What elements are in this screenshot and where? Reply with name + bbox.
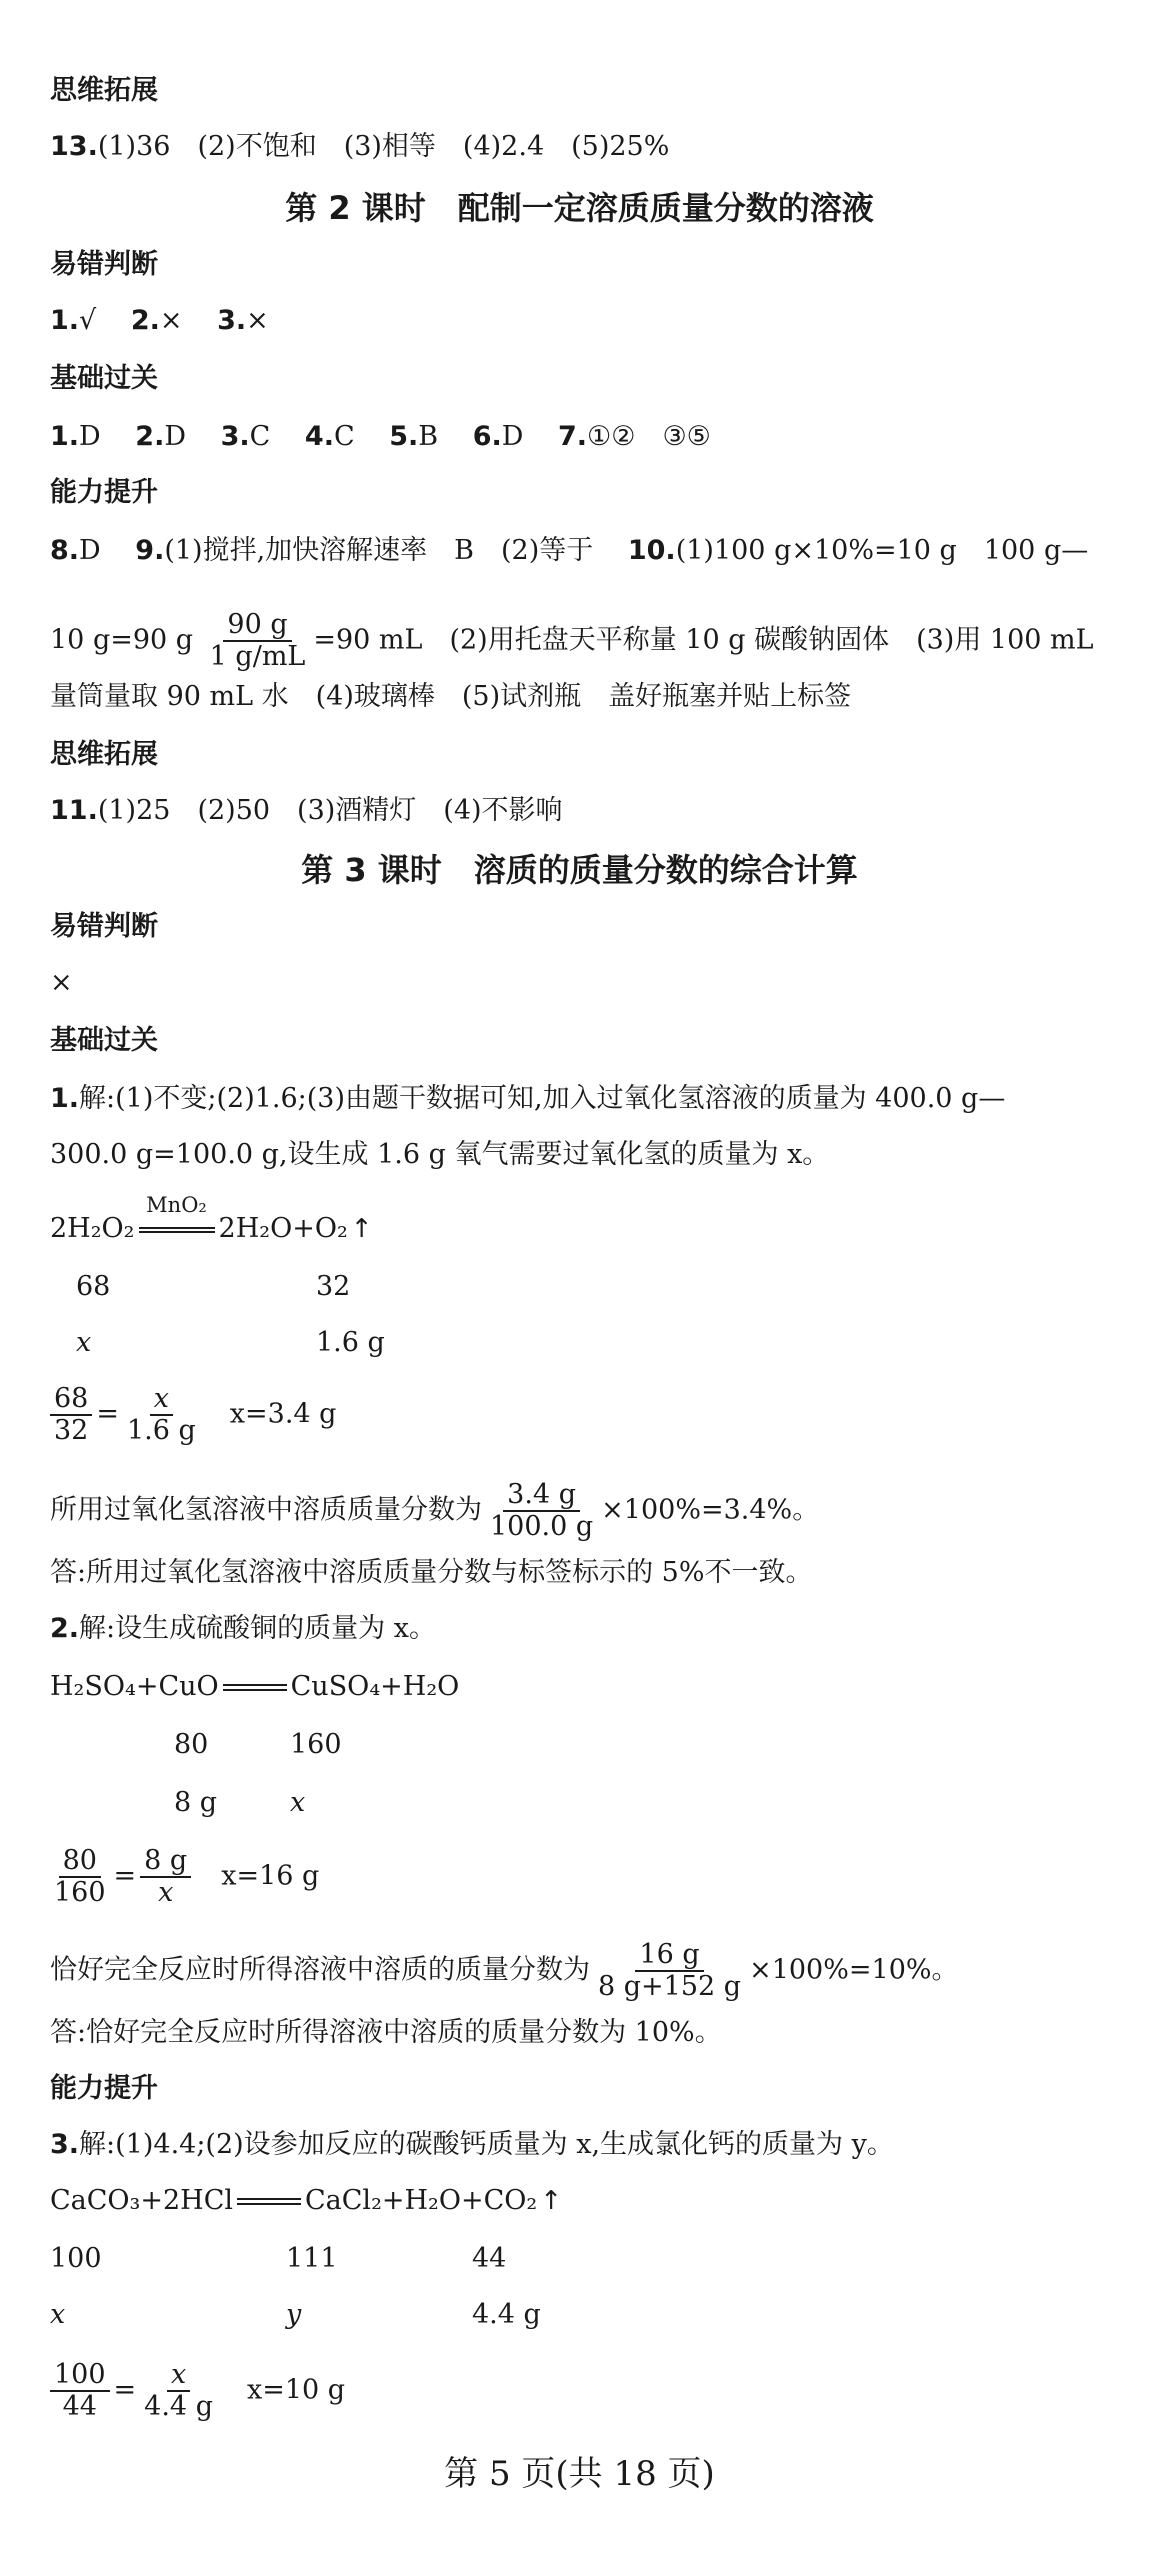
answers-q8-q10-line1 xyxy=(50,534,1119,568)
molar-mass: 32 xyxy=(316,1271,351,1302)
fraction-numerator: 68 xyxy=(50,1384,92,1416)
chemical-equation-2 xyxy=(50,1670,1119,1704)
answer-value: × xyxy=(246,305,269,336)
fraction-numerator: x xyxy=(150,1384,173,1416)
result: x=10 g xyxy=(246,2374,346,2406)
gas-arrow-icon: ↑ xyxy=(350,1214,373,1244)
answer-text: =90 mL (2)用托盘天平称量 10 g 碳酸钠固体 (3)用 100 mL xyxy=(313,624,1094,656)
answer-q2-line1 xyxy=(50,1612,1119,1646)
molar-mass: 68 xyxy=(76,1271,111,1302)
answer-text: (1)36 (2)不饱和 (3)相等 (4)2.4 (5)25% xyxy=(97,131,670,162)
fraction-denominator: 160 xyxy=(54,1877,106,1908)
question-number: 10. xyxy=(627,535,676,566)
fraction xyxy=(206,610,310,672)
question-number: 11. xyxy=(50,795,98,826)
answer-q11 xyxy=(50,794,1119,828)
lesson-title: 第 2 课时 配制一定溶质质量分数的溶液 xyxy=(285,189,874,227)
error-judgment-answers xyxy=(50,304,1119,338)
result: x=16 g xyxy=(221,1860,320,1892)
molar-mass: 111 xyxy=(286,2243,338,2274)
question-number: 1. xyxy=(50,1083,80,1114)
fraction xyxy=(140,1846,191,1908)
answer-text: (1)25 (2)50 (3)酒精灯 (4)不影响 xyxy=(97,795,563,826)
known-mass: 4.4 g xyxy=(472,2299,541,2330)
section-heading-ability: 能力提升 xyxy=(50,2073,158,2104)
answer-text: 解:设生成硫酸铜的质量为 x。 xyxy=(79,1613,436,1644)
proportion-3: $\frac{100}{44}$ = $\frac{x}{4.4 g}$ x=10 g xyxy=(50,2360,1119,2422)
answer-value: C xyxy=(333,421,355,452)
known-mass: 1.6 g xyxy=(316,1327,385,1358)
answer-q3-line1 xyxy=(50,2128,1119,2162)
question-number: 2. xyxy=(50,1613,80,1644)
fraction xyxy=(140,2360,217,2422)
fraction-numerator: 8 g xyxy=(140,1846,191,1878)
answer-text: 所用过氧化氢溶液中溶质质量分数为 xyxy=(50,1494,482,1526)
section-heading-basic: 基础过关 xyxy=(50,363,158,394)
question-number: 7. xyxy=(558,421,588,452)
equation-reactants: CaCO₃+2HCl xyxy=(50,2185,234,2216)
answer-text: 解:(1)不变;(2)1.6;(3)由题干数据可知,加入过氧化氢溶液的质量为 400.0 g— xyxy=(79,1083,1006,1114)
proportion-2: $\frac{80}{160}$ = $\frac{8 g}{x}$ x=16 g xyxy=(50,1846,1119,1908)
section-heading-thinking: 思维拓展 xyxy=(50,75,158,106)
molar-mass: 80 xyxy=(174,1729,209,1760)
equation-products: CaCl₂+H₂O+CO₂ xyxy=(305,2185,538,2216)
answer-text: (1)搅拌,加快溶解速率 B (2)等于 xyxy=(164,535,594,566)
gas-arrow-icon: ↑ xyxy=(540,2186,563,2216)
unknown-variable: x xyxy=(76,1327,92,1358)
equation-products: 2H₂O+O₂ xyxy=(218,1213,348,1244)
question-number: 4. xyxy=(304,421,334,452)
question-number: 9. xyxy=(135,535,165,566)
answer-text: 解:(1)4.4;(2)设参加反应的碳酸钙质量为 x,生成氯化钙的质量为 y。 xyxy=(79,2129,894,2160)
page-footer: 第 5 页(共 18 页) xyxy=(444,2454,715,2494)
question-number: 3. xyxy=(220,421,250,452)
fraction xyxy=(50,1384,92,1446)
lesson-title: 第 3 课时 溶质的质量分数的综合计算 xyxy=(301,851,858,889)
answer-text: ×100%=3.4%。 xyxy=(601,1494,820,1526)
equals-sign xyxy=(223,1684,287,1691)
fraction-numerator: x xyxy=(167,2360,190,2392)
answer-value: D xyxy=(501,421,524,452)
proportion-1: $\frac{68}{32}$ = $\frac{x}{1.6 g}$ x=3.4 g xyxy=(50,1384,1119,1446)
fraction-numerator: 90 g xyxy=(223,610,291,642)
fraction-denominator: 100.0 g xyxy=(490,1511,594,1542)
answer-value: B xyxy=(418,421,439,452)
fraction-denominator: 4.4 g xyxy=(144,2391,213,2422)
question-number: 3. xyxy=(217,305,247,336)
question-number: 6. xyxy=(472,421,502,452)
section-heading-thinking: 思维拓展 xyxy=(50,739,158,770)
fraction-numerator: 16 g xyxy=(635,1940,703,1972)
answer-value: C xyxy=(249,421,271,452)
molar-mass: 100 xyxy=(50,2243,102,2274)
question-number: 1. xyxy=(50,305,80,336)
section-heading-error-judgment: 易错判断 xyxy=(50,911,158,942)
fraction-denominator: 1 g/mL xyxy=(209,641,306,672)
equation-reactants: H₂SO₄+CuO xyxy=(50,1671,219,1702)
mass-fraction-2 xyxy=(50,1940,1119,2002)
fraction-denominator: 44 xyxy=(62,2391,97,2422)
known-mass: 8 g xyxy=(174,1787,218,1818)
fraction xyxy=(123,1384,200,1446)
result: x=3.4 g xyxy=(229,1398,337,1430)
answer-text: ×100%=10%。 xyxy=(749,1954,959,1986)
answer-q10-line2 xyxy=(50,610,1119,672)
question-number: 1. xyxy=(50,421,80,452)
fraction xyxy=(594,1940,745,2002)
unknown-variable: y xyxy=(286,2299,302,2330)
answer-q1-conclusion: 答:所用过氧化氢溶液中溶质质量分数与标签标示的 5%不一致。 xyxy=(50,1557,813,1588)
answer-q2-conclusion: 答:恰好完全反应时所得溶液中溶质的质量分数为 10%。 xyxy=(50,2017,722,2048)
question-number: 2. xyxy=(135,421,165,452)
chemical-equation-3 xyxy=(50,2184,1119,2218)
molar-mass: 160 xyxy=(290,1729,342,1760)
answer-value: D xyxy=(79,535,101,566)
equals-sign xyxy=(237,2198,301,2205)
section-heading-ability: 能力提升 xyxy=(50,477,158,508)
reaction-condition xyxy=(137,1193,217,1246)
molar-mass: 44 xyxy=(472,2243,507,2274)
question-number: 3. xyxy=(50,2129,80,2160)
unknown-variable: x xyxy=(50,2299,66,2330)
chemical-equation-1 xyxy=(50,1193,1119,1246)
question-number: 8. xyxy=(50,535,80,566)
fraction-denominator: 8 g+152 g xyxy=(598,1971,742,2002)
equation-reactants: 2H₂O₂ xyxy=(50,1213,135,1244)
answer-text: (1)100 g×10%=10 g 100 g— xyxy=(675,535,1089,566)
equation-products: CuSO₄+H₂O xyxy=(290,1671,460,1702)
answer-value: × xyxy=(159,305,183,336)
answer-q1-line2: 300.0 g=100.0 g,设生成 1.6 g 氧气需要过氧化氢的质量为 x。 xyxy=(50,1139,830,1170)
fraction xyxy=(50,2360,110,2422)
fraction-denominator: x xyxy=(158,1877,174,1908)
answer-value: ①② ③⑤ xyxy=(587,421,711,452)
unknown-variable: x xyxy=(290,1787,306,1818)
answer-value: D xyxy=(79,421,101,452)
question-number: 2. xyxy=(130,305,160,336)
answer-q1-line1 xyxy=(50,1082,1119,1116)
mass-fraction-1 xyxy=(50,1480,1119,1542)
fraction-numerator: 100 xyxy=(50,2360,110,2392)
answer-q13 xyxy=(50,130,1119,164)
answer-value: D xyxy=(164,421,186,452)
fraction xyxy=(50,1846,110,1908)
catalyst-label: MnO₂ xyxy=(146,1193,207,1217)
answer-q10-line3: 量筒量取 90 mL 水 (4)玻璃棒 (5)试剂瓶 盖好瓶塞并贴上标签 xyxy=(50,681,852,712)
fraction-numerator: 3.4 g xyxy=(503,1480,580,1512)
answer-value: √ xyxy=(79,305,97,336)
fraction xyxy=(486,1480,597,1542)
section-heading-basic: 基础过关 xyxy=(50,1025,158,1056)
answer-text: 恰好完全反应时所得溶液中溶质的质量分数为 xyxy=(50,1954,590,1986)
fraction-denominator: 32 xyxy=(54,1415,89,1446)
question-number: 13. xyxy=(50,131,98,162)
error-judgment-answer: × xyxy=(50,967,73,998)
fraction-denominator: 1.6 g xyxy=(126,1415,196,1446)
basic-answers xyxy=(50,420,1119,454)
section-heading-error-judgment: 易错判断 xyxy=(50,249,158,280)
question-number: 5. xyxy=(389,421,419,452)
answer-text: 10 g=90 g xyxy=(50,624,194,656)
fraction-numerator: 80 xyxy=(59,1846,101,1878)
